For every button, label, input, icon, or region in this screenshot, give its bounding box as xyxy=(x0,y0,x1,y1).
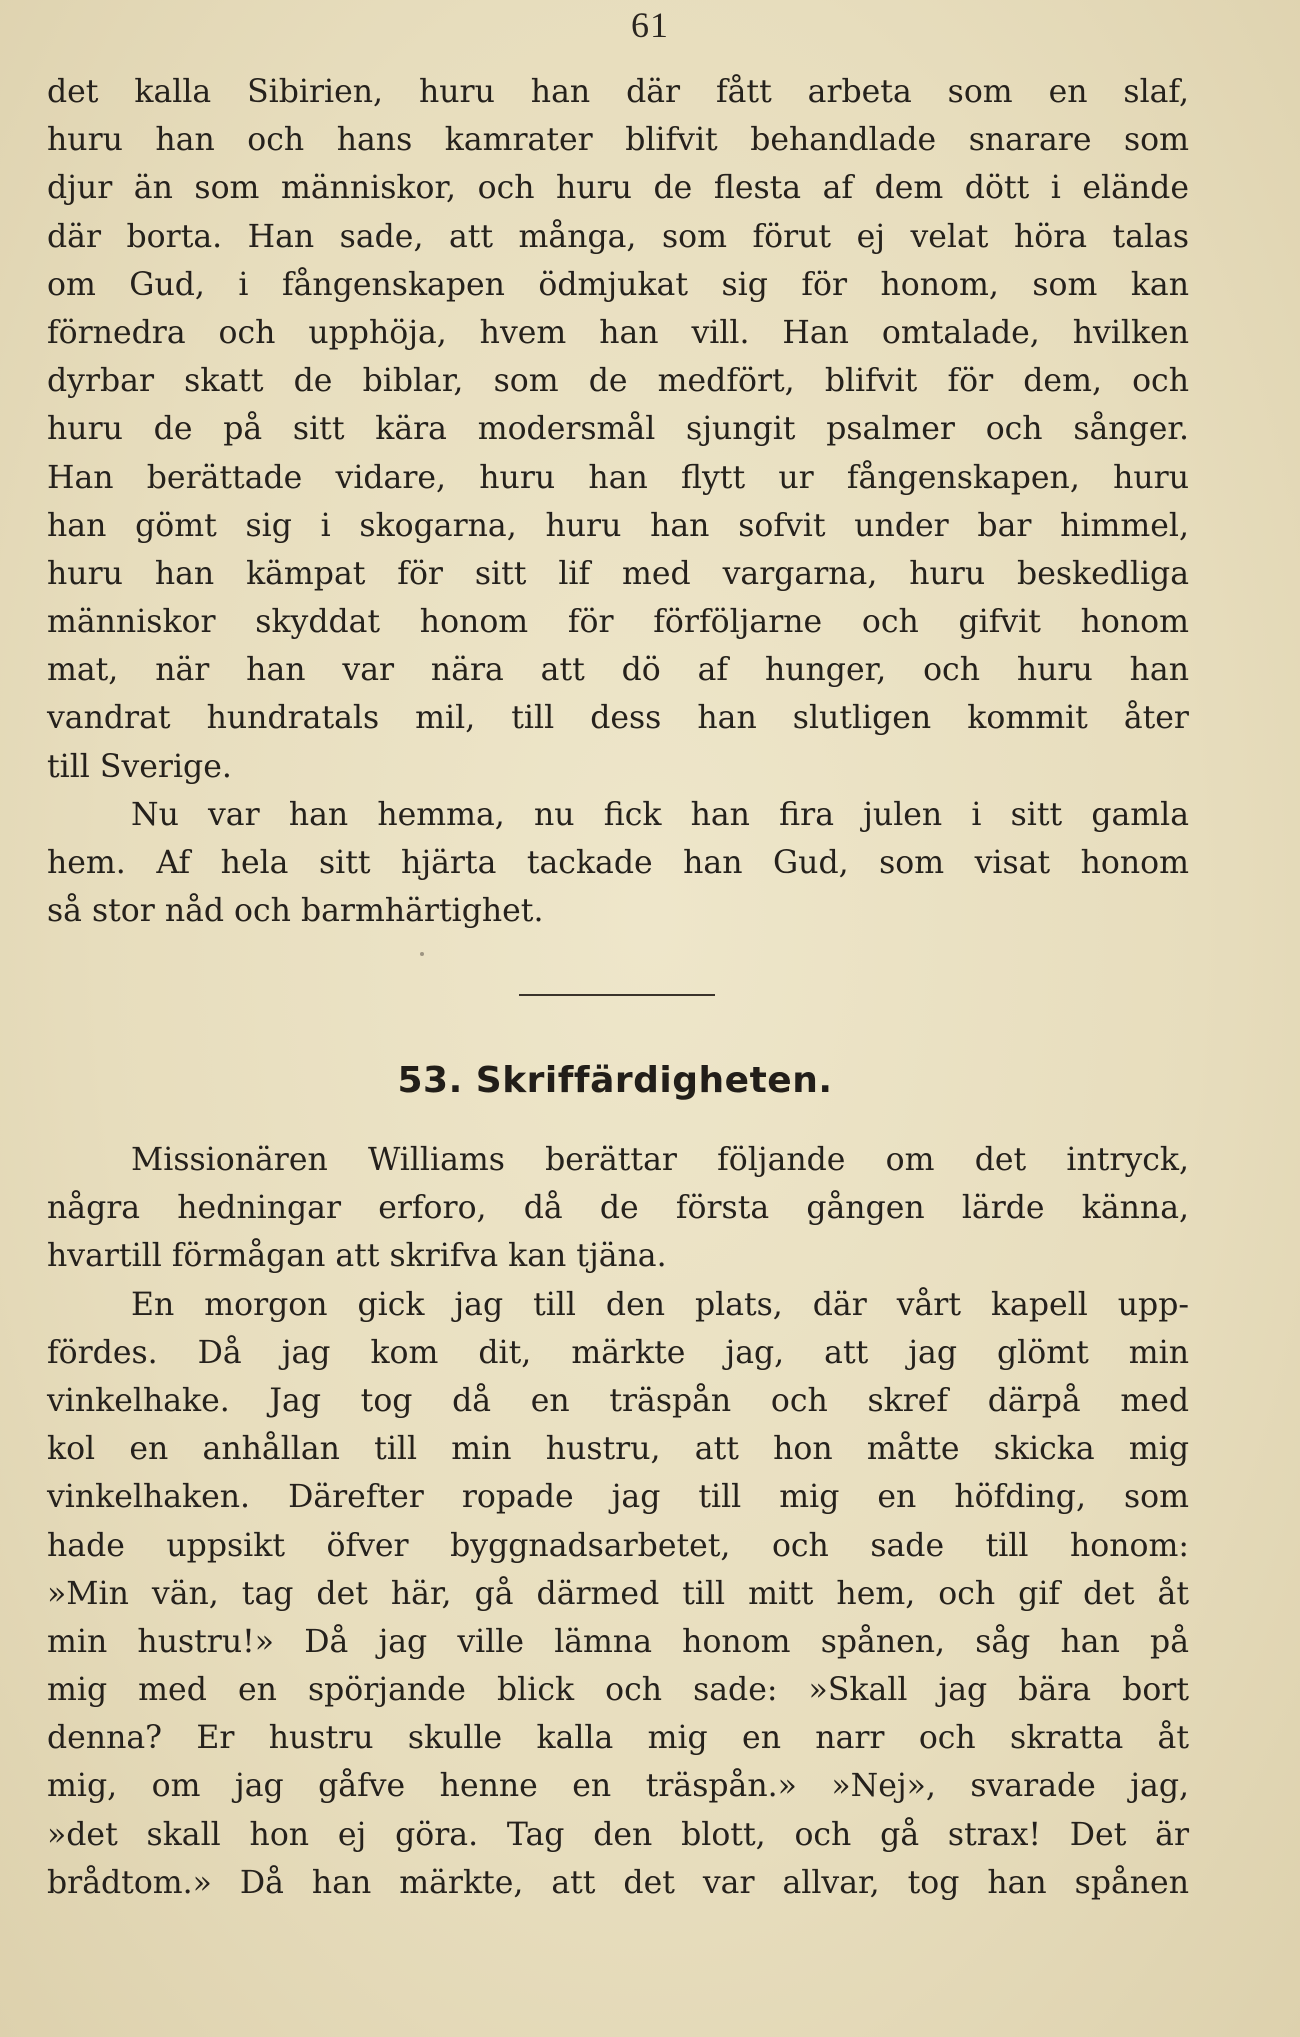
text-line: fördes. Då jag kom dit, märkte jag, att jag glömt min xyxy=(47,1334,1189,1371)
text-line: denna? Er hustru skulle kalla mig en narr och skratta åt xyxy=(47,1720,1189,1757)
paragraph xyxy=(47,1136,1189,1281)
text-line: huru han kämpat för sitt lif med vargarna, huru beskedliga xyxy=(47,555,1189,592)
text-line: han gömt sig i skogarna, huru han sofvit under bar himmel, xyxy=(47,507,1189,544)
text-line: det kalla Sibirien, huru han där fått arbeta som en slaf, xyxy=(47,74,1189,110)
text-line: till Sverige. xyxy=(47,748,232,785)
text-line: kol en anhållan till min hustru, att hon måtte skicka mig xyxy=(47,1431,1189,1468)
print-speck xyxy=(420,952,424,956)
text-line: förnedra och upphöja, hvem han vill. Han omtalade, hvilken xyxy=(47,314,1189,351)
text-line: »det skall hon ej göra. Tag den blott, och gå strax! Det är xyxy=(47,1816,1189,1853)
section-heading: 53. Skriffärdigheten. xyxy=(397,1060,833,1101)
text-line: huru han och hans kamrater blifvit behandlade snarare som xyxy=(47,122,1189,159)
text-line: hem. Af hela sitt hjärta tackade han Gud, som visat honom xyxy=(47,845,1189,881)
text-line: huru de på sitt kära modersmål sjungit psalmer och sånger. xyxy=(47,411,1189,448)
text-line: vinkelhake. Jag tog då en träspån och skref därpå med xyxy=(47,1382,1189,1419)
section-divider xyxy=(519,994,715,996)
text-line: om Gud, i fångenskapen ödmjukat sig för honom, som kan xyxy=(47,266,1189,303)
paragraph xyxy=(47,791,1189,936)
text-line: där borta. Han sade, att många, som förut ej velat höra talas xyxy=(47,218,1189,255)
text-line: mig med en spörjande blick och sade: »Skall jag bära bort xyxy=(47,1672,1189,1709)
text-line: mig, om jag gåfve henne en träspån.» »Nej», svarade jag, xyxy=(47,1768,1189,1805)
text-line: min hustru!» Då jag ville lämna honom spånen, såg han på xyxy=(47,1623,1189,1660)
text-line: mat, när han var nära att dö af hunger, och huru han xyxy=(47,652,1189,689)
text-line: hvartill förmågan att skrifva kan tjäna. xyxy=(47,1238,667,1275)
text-line: några hedningar erforo, då de första gången lärde känna, xyxy=(47,1190,1189,1227)
page-number: 61 xyxy=(631,5,669,45)
text-line: vinkelhaken. Därefter ropade jag till mig en höfding, som xyxy=(47,1479,1189,1516)
text-line: »Min vän, tag det här, gå därmed till mitt hem, och gif det åt xyxy=(47,1575,1189,1612)
text-line: djur än som människor, och huru de flesta af dem dött i elände xyxy=(47,170,1189,207)
text-line: så stor nåd och barmhärtighet. xyxy=(47,893,544,930)
text-block-bottom xyxy=(47,1136,1189,1907)
paragraph xyxy=(47,1281,1189,1907)
paragraph xyxy=(47,68,1189,791)
text-line: dyrbar skatt de biblar, som de medfört, blifvit för dem, och xyxy=(47,363,1189,400)
text-line: hade uppsikt öfver byggnadsarbetet, och sade till honom: xyxy=(47,1527,1189,1564)
text-line: vandrat hundratals mil, till dess han slutligen kommit åter xyxy=(47,700,1189,737)
text-line: människor skyddat honom för förföljarne och gifvit honom xyxy=(47,604,1189,641)
text-line: En morgon gick jag till den plats, där vårt kapell upp- xyxy=(131,1286,1189,1323)
text-line: Han berättade vidare, huru han flytt ur fångenskapen, huru xyxy=(47,459,1189,496)
text-line: brådtom.» Då han märkte, att det var allvar, tog han spånen xyxy=(47,1864,1189,1901)
text-line: Missionären Williams berättar följande om det intryck, xyxy=(131,1142,1189,1178)
text-block-top xyxy=(47,68,1189,935)
text-line: Nu var han hemma, nu fick han fira julen i sitt gamla xyxy=(131,796,1189,833)
